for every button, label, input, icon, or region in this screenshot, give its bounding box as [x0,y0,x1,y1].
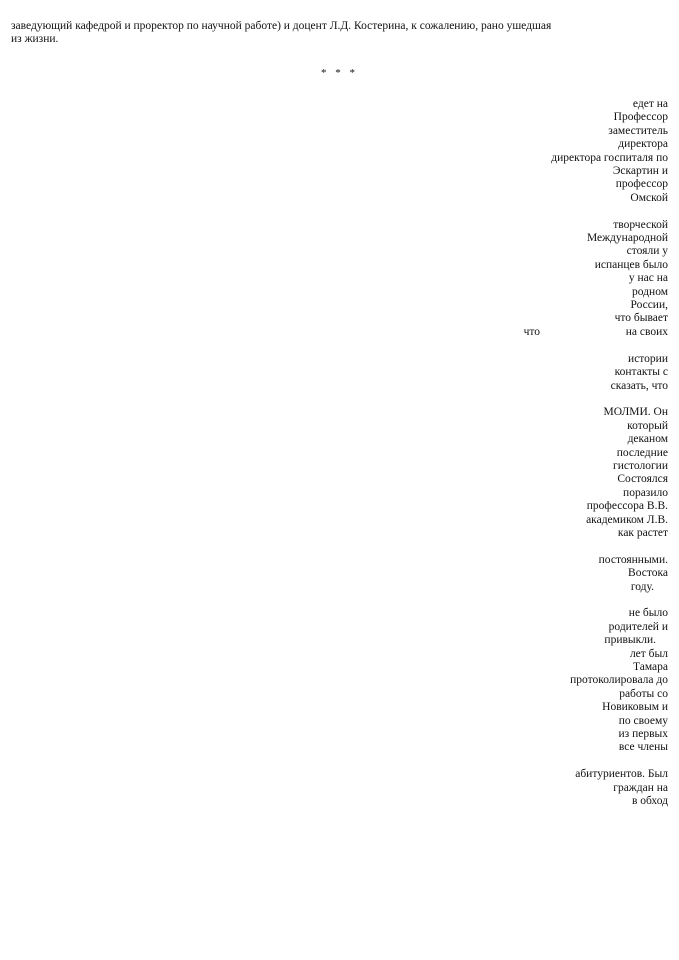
text-line: Омской [630,191,668,204]
text-line: России, [630,299,668,312]
text-line: из первых [618,728,668,741]
text-line: лет был [629,647,668,660]
text-line: Международной [586,232,668,245]
text-line: заместитель [608,124,668,137]
text-line: году. [630,580,654,593]
text-line: стояли у [626,245,668,258]
text-line: МОЛМИ. Он [603,406,668,419]
text-line: родителей и [608,620,668,633]
text-fragment-block [428,98,668,205]
text-line: привыкли. [604,634,656,647]
text-line: истории [628,352,668,365]
text-line: который [627,419,668,432]
intro-line: из жизни. [11,33,59,46]
text-line: абитуриентов. Был [575,768,668,781]
text-line: Эскартин и [612,165,668,178]
text-line: последние [616,446,668,459]
text-line: в обход [631,795,668,808]
text-line: деканом [627,433,668,446]
text-fragment-block [428,219,668,340]
text-line: испанцев было [594,258,668,271]
text-line: как растет [617,526,668,539]
text-line: Новиковым и [602,701,668,714]
text-line: директора госпиталя по [551,151,668,164]
intro-line: заведующий кафедрой и проректор по научной работе) и доцент Л.Д. Костерина, к сожалению, рано ушедшая [11,20,552,32]
section-separator: * * * [321,67,358,79]
text-line: что бывает [614,312,668,325]
text-fragment-block [428,554,668,594]
text-line: директора [618,138,668,151]
text-line: сказать, что [610,379,668,392]
right-text-column [428,98,668,822]
text-line: Профессор [613,111,668,124]
text-fragment: что [523,325,540,338]
text-line: все члены [618,741,668,754]
text-line: профессор [615,178,668,191]
text-line: контакты с [614,366,668,379]
text-line: граждан на [613,781,668,794]
text-line: не было [628,607,668,620]
text-line: поразило [623,486,668,499]
text-line: Тамара [633,660,668,673]
text-line: работы со [619,687,668,700]
text-line: творческой [613,218,668,231]
text-line: Востока [628,567,668,580]
text-line: по своему [618,714,668,727]
text-line: родном [632,285,668,298]
text-fragment-block [428,406,668,540]
intro-paragraph [11,20,667,47]
text-line: едет на [632,98,668,110]
text-line [428,326,668,339]
text-fragment: на своих [625,325,668,338]
text-fragment-block [428,607,668,754]
text-fragment-block [428,353,668,393]
text-line: Состоялся [617,473,668,486]
text-line: гистологии [613,459,668,472]
text-fragment-block [428,768,668,808]
text-line: постоянными. [598,553,668,566]
text-line: академиком Л.В. [586,513,668,526]
text-line: у нас на [628,272,668,285]
text-line: профессора В.В. [586,500,668,513]
text-line: протоколировала до [570,674,668,687]
